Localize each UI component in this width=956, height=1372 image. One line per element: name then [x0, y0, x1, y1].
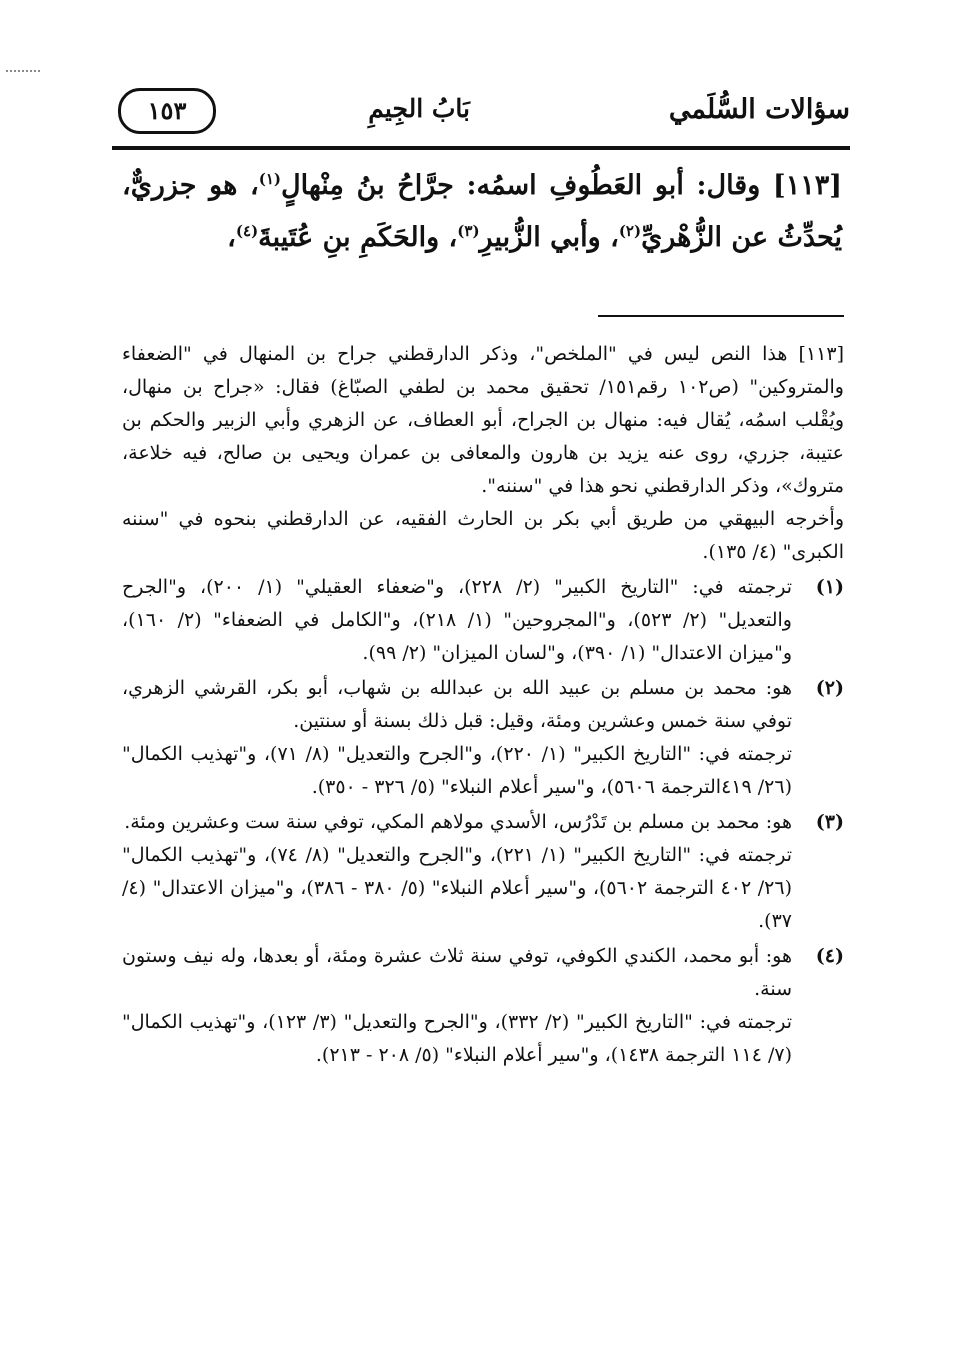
footnote-separator: [598, 315, 844, 317]
footnote-number: (٢): [815, 677, 844, 699]
footnote-1: [122, 571, 844, 670]
footnote-paragraph: [١١٣] هذا النص ليس في "الملخص"، وذكر الدارقطني جراح بن المنهال في "الضعفاء والمتروكين" (ص١٠٢ رقم١٥١/ تحقيق محمد بن لطفي الصبّاغ) فقال: «جراح بن منهال، ويُقْلب اسمُه، يُقال فيه: منهال بن الجراح، أبو العطاف، عن الزهري وأبي الزبير والحكم بن عتيبة، جزري، روى عنه يزيد بن هارون والمعافى بن عمران ويحيى بن صالح، فيه خلاعة، متروك»، وذكر الدارقطني نحو هذا في "سننه".: [122, 343, 844, 497]
entry-text: [١١٣] وقال: أبو العَطُوفِ اسمُه: جرَّاحُ بنُ مِنْهالٍ: [281, 170, 842, 201]
footnote-paragraph: ترجمته في: "التاريخ الكبير" (١/ ٢٢٠)، و"الجرح والتعديل" (٨/ ٧١)، و"تهذيب الكمال" (٢٦/ ٤١٩الترجمة ٥٦٠٦)، و"سير أعلام النبلاء" (٥/ ٣٢٦ - ٣٥٠).: [122, 743, 792, 798]
scan-mark: [6, 70, 40, 75]
footnote-ref: (٢): [618, 222, 642, 240]
footnote-paragraph: هو: محمد بن مسلم بن تَدْرُس، الأسدي مولاهم المكي، توفي سنة ست وعشرين ومئة.: [124, 811, 792, 833]
footnote-intro: [122, 338, 844, 569]
footnote-ref: (٤): [235, 222, 259, 240]
entry-text: ، والحَكَمِ بنِ عُتَيبةَ: [258, 222, 458, 253]
chapter-title: بَابُ الجِيمِ: [368, 94, 470, 123]
footnote-paragraph: هو: محمد بن مسلم بن عبيد الله بن عبدالله بن شهاب، أبو بكر، القرشي الزهري، توفي سنة خمس وعشرين ومئة، وقيل: قبل ذلك بسنة أو سنتين.: [122, 677, 792, 732]
main-entry: [122, 160, 842, 264]
footnote-ref: (١): [258, 170, 281, 188]
footnote-ref: (٣): [457, 222, 480, 240]
footnote-2: [122, 672, 844, 804]
footnote-paragraph: ترجمته في: "التاريخ الكبير" (١/ ٢٢١)، و"الجرح والتعديل" (٨/ ٧٤)، و"تهذيب الكمال" (٢٦/ ٤٠٢ الترجمة ٥٦٠٢)، و"سير أعلام النبلاء" (٥/ ٣٨٠ - ٣٨٦)، و"ميزان الاعتدال" (٤/ ٣٧).: [122, 844, 792, 932]
footnote-paragraph: ترجمته في: "التاريخ الكبير" (٢/ ٢٢٨)، و"ضعفاء العقيلي" (١/ ٢٠٠)، و"الجرح والتعديل" (٢/ ٥٢٣)، و"المجروحين" (١/ ٢١٨)، و"الكامل في الضعفاء" (٢/ ١٦٠)، و"ميزان الاعتدال" (١/ ٣٩٠)، و"لسان الميزان" (٢/ ٩٩).: [122, 576, 792, 664]
running-header: [112, 86, 850, 142]
footnote-3: [122, 806, 844, 938]
footnote-number: (٣): [815, 811, 844, 833]
footnote-paragraph: وأخرجه البيهقي من طريق أبي بكر بن الحارث الفقيه، عن الدارقطني بنحوه في "سننه الكبرى" (٤/ ١٣٥).: [122, 508, 844, 563]
footnote-4: [122, 940, 844, 1072]
page-number-badge: ١٥٣: [118, 88, 216, 134]
entry-text: ،: [227, 222, 236, 253]
footnote-paragraph: ترجمته في: "التاريخ الكبير" (٢/ ٣٣٢)، و"الجرح والتعديل" (٣/ ١٢٣)، و"تهذيب الكمال" (٧/ ١١٤ الترجمة ١٤٣٨)، و"سير أعلام النبلاء" (٥/ ٢٠٨ - ٢١٣).: [122, 1011, 792, 1066]
book-title: سؤالات السُّلَمي: [668, 94, 850, 125]
header-rule: [112, 146, 850, 150]
footnote-number: (٤): [815, 945, 844, 967]
footnote-number: (١): [815, 576, 844, 598]
entry-text: ، وأبي الزُّبيرِ: [479, 222, 619, 253]
footnote-paragraph: هو: أبو محمد، الكندي الكوفي، توفي سنة ثلاث عشرة ومئة، أو بعدها، وله نيف وستون سنة.: [122, 945, 792, 1000]
footnotes: [122, 338, 844, 1072]
entry-text: ، هو جزريٌّ، يُحدِّثُ عن الزُّهْريِّ: [122, 170, 842, 253]
